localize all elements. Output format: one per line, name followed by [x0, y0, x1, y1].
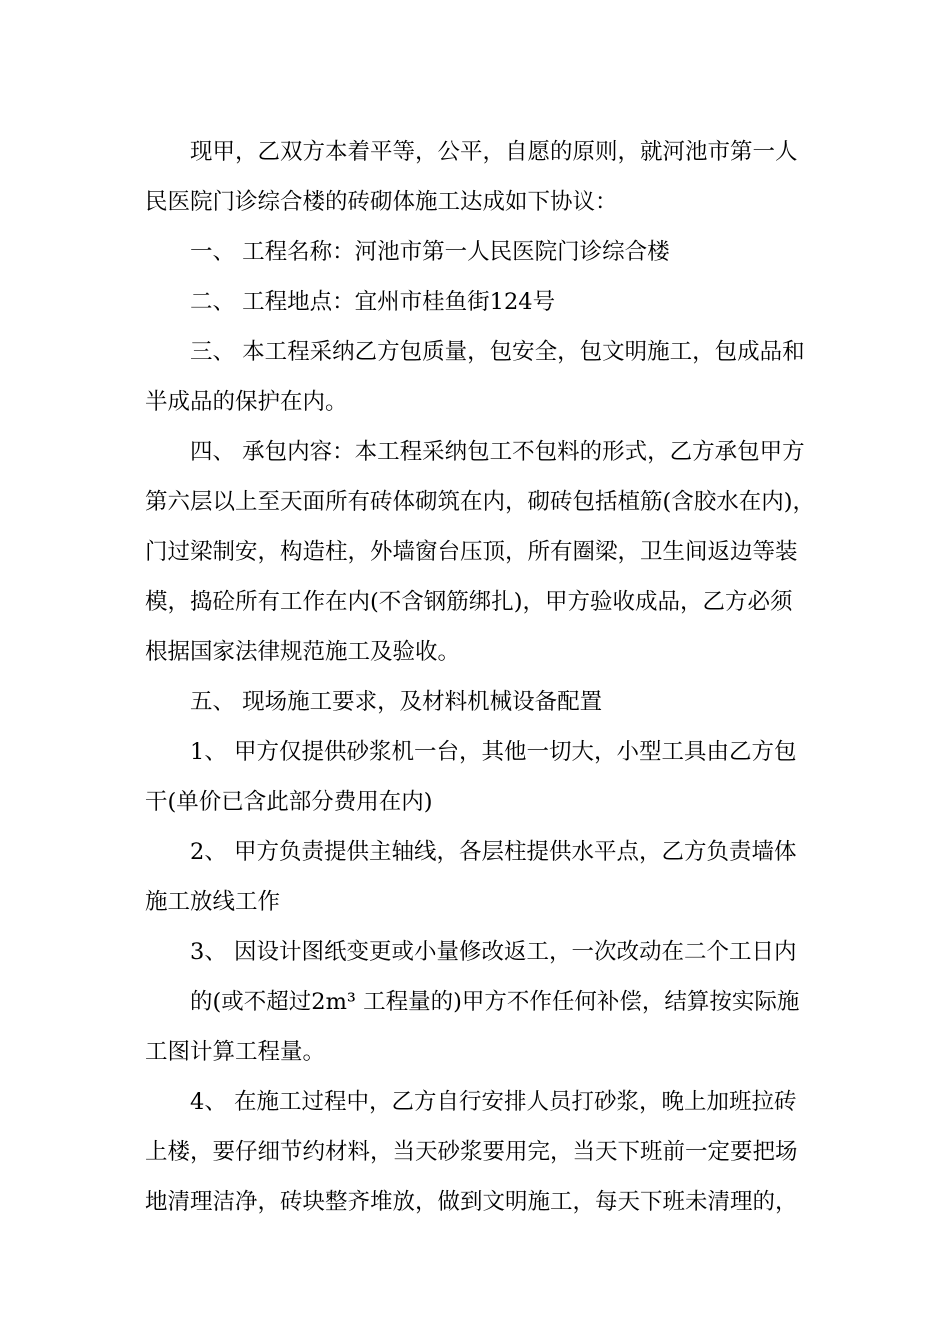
paragraph-line: 施工放线工作	[145, 889, 281, 915]
section-heading: 四、 承包内容：本工程采纳包工不包料的形式，乙方承包甲方	[190, 439, 805, 465]
paragraph-line: 门过梁制安，构造柱，外墙窗台压顶，所有圈梁，卫生间返边等装	[145, 539, 798, 565]
paragraph-line: 的(或不超过2m³ 工程量的)甲方不作任何补偿，结算按实际施	[190, 989, 800, 1015]
list-item: 1、 甲方仅提供砂浆机一台，其他一切大，小型工具由乙方包	[190, 739, 797, 765]
paragraph-line: 干(单价已含此部分费用在内)	[145, 789, 433, 815]
list-item: 4、 在施工过程中，乙方自行安排人员打砂浆，晚上加班拉砖	[190, 1089, 797, 1115]
paragraph-line: 模，捣砼所有工作在内(不含钢筋绑扎)，甲方验收成品，乙方必须	[145, 589, 793, 615]
paragraph-line: 第六层以上至天面所有砖体砌筑在内，砌砖包括植筋(含胶水在内)，	[145, 489, 816, 515]
paragraph-line: 上楼，要仔细节约材料，当天砂浆要用完，当天下班前一定要把场	[145, 1139, 798, 1165]
paragraph-line: 半成品的保护在内。	[145, 389, 348, 415]
paragraph-line: 根据国家法律规范施工及验收。	[145, 639, 461, 665]
list-item: 2、 甲方负责提供主轴线，各层柱提供水平点，乙方负责墙体	[190, 839, 797, 865]
paragraph-line: 工图计算工程量。	[145, 1039, 326, 1065]
paragraph-line: 民医院门诊综合楼的砖砌体施工达成如下协议：	[145, 189, 618, 215]
paragraph-line: 现甲，乙双方本着平等，公平，自愿的原则，就河池市第一人	[190, 139, 798, 165]
paragraph-line: 地清理洁净，砖块整齐堆放，做到文明施工，每天下班未清理的，	[145, 1189, 798, 1215]
section-heading: 五、 现场施工要求，及材料机械设备配置	[190, 689, 603, 715]
list-item: 3、 因设计图纸变更或小量修改返工，一次改动在二个工日内	[190, 939, 797, 965]
section-heading: 三、 本工程采纳乙方包质量，包安全，包文明施工，包成品和	[190, 339, 805, 365]
section-heading: 一、 工程名称：河池市第一人民医院门诊综合楼	[190, 239, 670, 265]
section-heading: 二、 工程地点：宜州市桂鱼街124号	[190, 289, 556, 315]
